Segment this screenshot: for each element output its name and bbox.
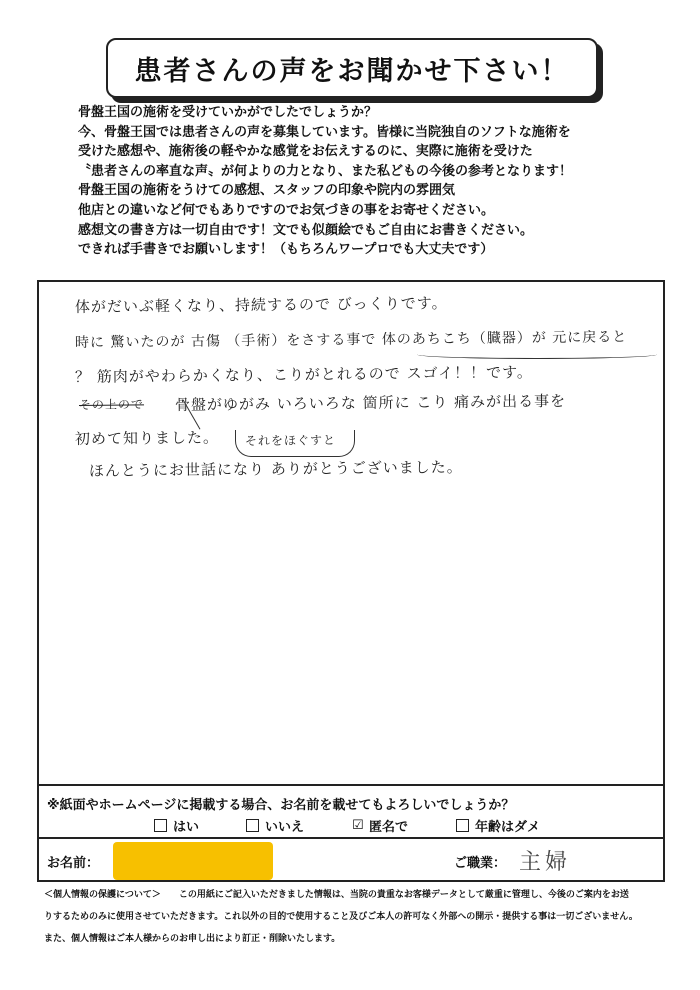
option-label: 年齢はダメ [475,820,541,835]
intro-line: できれば手書きでお願いします！（もちろんワープロでも大丈夫です） [78,242,494,258]
option-no-age[interactable] [456,816,540,835]
privacy-line: りするためのみに使用させていただきます。これ以外の目的で使用すること及びご本人の許可なく外部への開示・提供する事は一切ございません。 [44,912,638,922]
name-redaction [113,842,273,880]
checkbox-no[interactable] [246,819,259,832]
option-label: いいえ [265,820,305,835]
intro-line: 骨盤王国の施術を受けていかがでしたでしょうか？ [78,105,378,120]
occupation-value: 主婦 [519,850,572,875]
handwritten-underline [417,350,657,359]
comment-area [39,282,663,786]
occupation-label: ご職業： [454,856,507,871]
option-yes[interactable] [154,816,199,835]
bubble-tail [183,385,227,430]
comment-line: 骨盤がゆがみ いろいろな 箇所に こり 痛みが出る事を [174,391,567,414]
comment-line: 体がだいぶ軽くなり、持続するので びっくりです。 [74,294,448,316]
option-anonymous[interactable] [352,816,408,835]
name-row [39,837,663,882]
privacy-line: ＜個人情報の保護について＞ この用紙にご記入いただきました情報は、当院の貴重なお客様データとして厳重に管理し、今後のご案内をお送 [44,890,629,900]
intro-line: 感想文の書き方は一切自由です！文でも似顔絵でもご自由にお書きください。 [78,222,534,238]
comment-line: ？ 筋肉がやわらかくなり、こりがとれるので スゴイ！！です。 [74,363,533,386]
intro-line: 今、骨盤王国では患者さんの声を募集しています。皆様に当院独自のソフトな施術を [78,124,571,140]
struck-text: その上ので [78,397,145,412]
intro-text [78,103,678,260]
publication-options [154,816,634,836]
privacy-line: また、個人情報はご本人様からのお申し出により訂正・削除いたします。 [44,934,341,944]
option-no[interactable] [246,816,304,835]
inserted-note: それをほぐすと [244,433,337,448]
name-label: お名前： [47,856,100,871]
comment-line: 初めて知りました。 [74,428,220,448]
option-label: はい [173,820,200,835]
form-frame [37,280,665,882]
title-box [106,38,598,98]
intro-line: 他店との違いなど何でもありですのでお気づきの事をお寄せください。 [78,202,495,218]
comment-line: ほんとうにお世話になり ありがとうございました。 [88,458,463,480]
intro-line: 受けた感想や、施術後の軽やかな感覚をお伝えするのに、実際に施術を受けた [78,144,533,160]
intro-line: 骨盤王国の施術をうけての感想、スタッフの印象や院内の雰囲気 [78,183,456,199]
checkbox-yes[interactable] [154,819,167,832]
intro-line: 〝患者さんの率直な声〟が何よりの力となり、また私どもの今後の参考となります！ [78,163,573,179]
publication-question: ※紙面やホームページに掲載する場合、お名前を載せてもよろしいでしょうか？ [47,798,515,813]
page-title: 患者さんの声をお聞かせ下さい！ [134,55,570,87]
checkbox-anonymous[interactable]: ☑ [352,818,364,833]
option-label: 匿名で [369,820,409,835]
checkbox-no-age[interactable] [456,819,469,832]
privacy-notice [44,884,674,950]
comment-line: 時に 驚いたのが 古傷 （手術）をさする事で 体のあちこち（臓器）が 元に戻ると [74,329,628,351]
